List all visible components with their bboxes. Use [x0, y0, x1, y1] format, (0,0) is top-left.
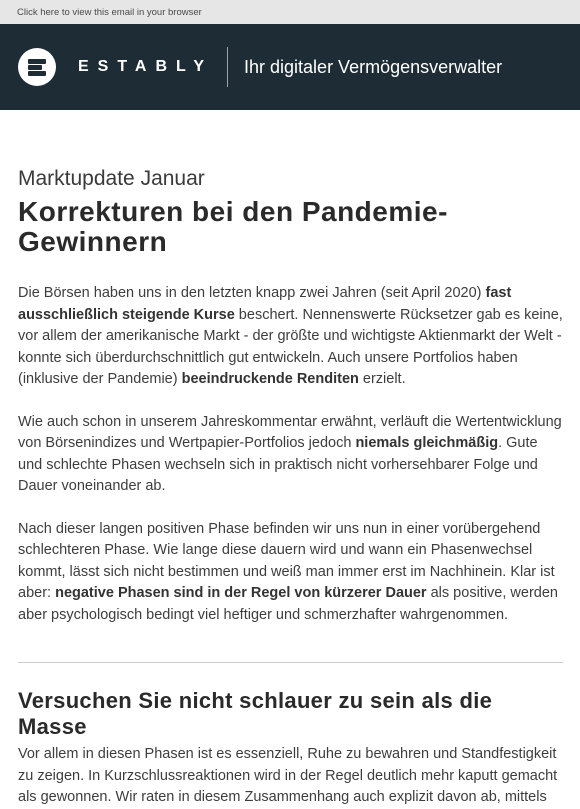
section-heading: Versuchen Sie nicht schlauer zu sein als die Masse — [18, 688, 493, 739]
article-title: Korrekturen bei den Pandemie-Gewinnern — [18, 196, 448, 257]
brand-wordmark: ESTABLY — [78, 58, 214, 75]
browser-view-bar — [0, 0, 580, 24]
brand-tagline: Ihr digitaler Vermögensverwalter — [244, 56, 503, 77]
article-body — [0, 167, 580, 809]
article-kicker: Marktupdate Januar — [18, 167, 205, 190]
paragraph-4: Vor allem in diesen Phasen ist es essenziell, Ruhe zu bewahren und Standfestigkeit zu zeigen. In Kurzschlussreaktionen wird in der Regel deutlich mehr kaputt gemacht als gewonnen. Wir raten in diesem Zusammenhang auch explizit davon ab, mittels — [18, 746, 558, 805]
email-header — [0, 24, 580, 110]
paragraph-2: Wie auch schon in unserem Jahreskommentar erwähnt, verläuft die Wertentwicklung von Börsenindizes und Wertpapier-Portfolios jedoch niemals gleichmäßig. Gute und schlechte Phasen wechseln sich in praktisch nicht vorhersehbarer Folge und Dauer voneinander ab. — [18, 413, 562, 494]
estably-logo-icon[interactable] — [18, 48, 56, 86]
section-divider — [18, 662, 563, 663]
view-in-browser-link[interactable]: Click here to view this email in your browser — [17, 6, 202, 18]
paragraph-1: Die Börsen haben uns in den letzten knapp zwei Jahren (seit April 2020) fast ausschließlich steigende Kurse beschert. Nennenswerte Rücksetzer gab es keine, vor allem der amerikanische Markt - der größte und wichtigste Aktienmarkt der Welt - konnte sich überdurchschnittlich gut entwickeln. Auch unsere Portfolios haben (inklusive der Pandemie) beeindruckende Renditen erzielt. — [18, 285, 563, 387]
header-divider — [227, 47, 228, 87]
paragraph-3: Nach dieser langen positiven Phase befinden wir uns nun in einer vorübergehend schlechteren Phase. Wie lange diese dauern wird und wann ein Phasenwechsel kommt, lässt sich nicht bestimmen und weiß man immer erst im Nachhinein. Klar ist aber: negative Phasen sind in der Regel von kürzerer Dauer als positive, werden aber psychologisch bedingt viel heftiger und schmerzhafter wahrgenommen. — [18, 520, 558, 623]
